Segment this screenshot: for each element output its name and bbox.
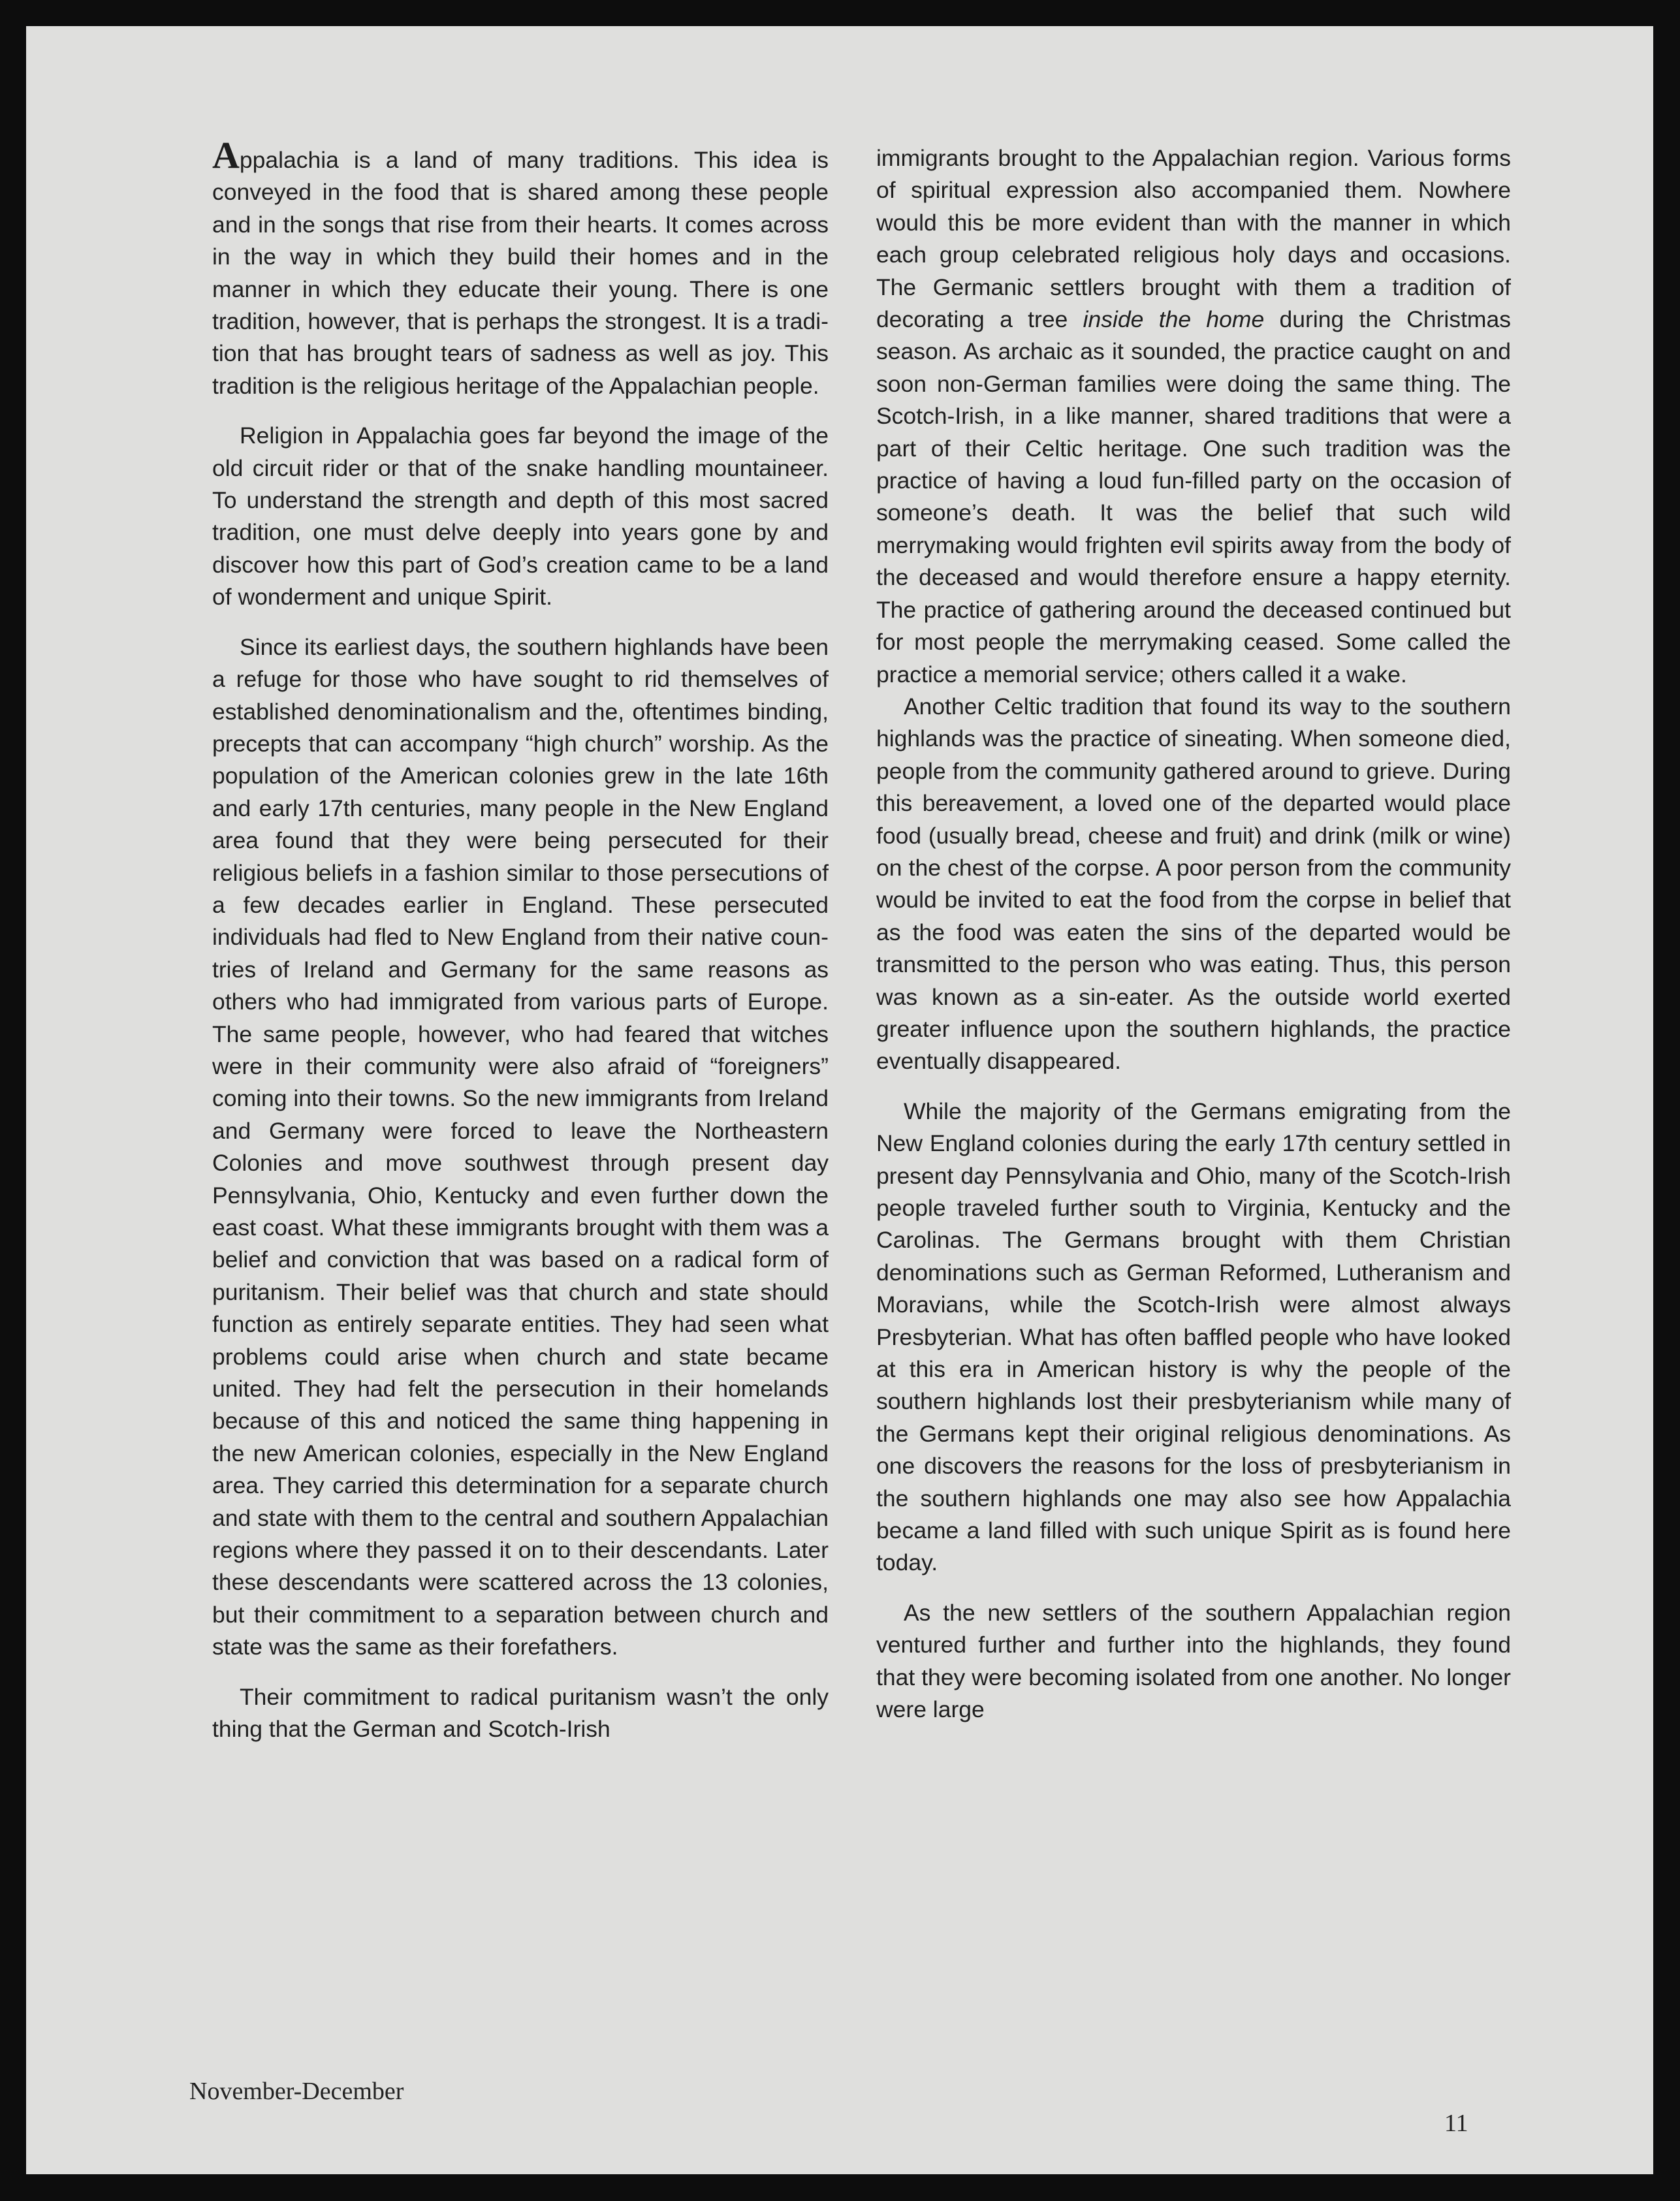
paragraph-religion: Religion in Appalachia goes far beyond the image of the old circuit rider or that of the snake handling mountaineer. To understand the strength and depth of this most sacred tradition, one must delve deeply into years gone by and discover how this part of God’s creation came to be a land of wonderment and unique Spirit. xyxy=(212,422,829,610)
issue-label: November-December xyxy=(189,2078,404,2105)
paragraph-text-part2: during the Christmas season. As archaic as it sounded, the practice caught on and soon non-German families were doing the same thing. The Scotch-Irish, in a like manner, shared traditions that were a part of their Celtic heritage. One such tradition was the practice of having a loud fun-filled party on the occasion of someone’s death. It was the belief that such wild merrymaking would frighten evil spirits away from the body of the deceased and would therefore ensure a happy eternity. The practice of gathering around the deceased continued but for most people the merrymaking ceased. Some called the practice a memorial service; others called it a wake. xyxy=(876,306,1511,688)
paragraph-sin-eating: Another Celtic tradition that found its way to the southern highlands was the practice of sineating. When someone died, people from the community gathered around to grieve. During this bereavement, a loved one of the departed would place food (usually bread, cheese and fruit) and drink (milk or wine) on the chest of the corpse. A poor person from the community would be invited to eat the food from the corpse in belief that as the food was eaten the sins of the departed would be transmitted to the person who was eating. Thus, this person was known as a sin-eater. As the outside world exerted greater influence upon the southern highlands, the practice eventually disappeared. xyxy=(876,693,1511,1075)
paragraph-text-part1: immigrants brought to the Appalachian region. Various forms of spiritual expression also accompanied them. Nowhere would this be more evident than with the manner in which each group celebrated religious holy days and occasions. The Germanic settlers brought with them a tradition of decorating a tree xyxy=(876,145,1511,333)
paragraph-text: ppalachia is a land of many traditions. This idea is conveyed in the food that is shared among these people and in the songs that rise from their hearts. It comes across in the way in which they build their homes and in the manner in which they educate their young. There is one tradition, however, that is perhaps the strongest. It is a tradition that has brought tears of sadness as well as joy. This tradition is the religious heritage of the Appalachian people. xyxy=(212,147,829,399)
left-column xyxy=(212,134,829,1746)
paragraph-spiritual-expression xyxy=(876,142,1511,691)
paragraph-new-settlers: As the new settlers of the southern Appalachian region ventured further and further into the highlands, they found that they were becoming isolated from one another. No longer were large xyxy=(876,1599,1511,1723)
paragraph-intro xyxy=(212,134,829,402)
paragraph-refuge: Since its earliest days, the southern highlands have been a refuge for those who have sought to rid themselves of established denominationalism and the, oftentimes binding, precepts that can accompany “high church” worship. As the population of the American colonies grew in the late 16th and early 17th centuries, many people in the New England area found that they were being persecuted for their religious beliefs in a fashion similar to those persecutions of a few decades earlier in England. These persecuted individuals had fled to New England from their native countries of Ireland and Germany for the same reasons as others who had immigrated from various parts of Europe. The same people, however, who had feared that witches were in their community were also afraid of “foreigners” coming into their towns. So the new immigrants from Ireland and Germany were forced to leave the Northeastern Colonies and move southwest through present day Pennsylvania, Ohio, Kentucky and even further down the east coast. What these immigrants brought with them was a belief and conviction that was based on a radical form of puritanism. Their belief was that church and state should function as entirely separate entities. They had seen what problems could arise when church and state became united. They had felt the persecution in their homelands because of this and noticed the same thing happening in the new American colonies, especially in the New England area. They carried this determination for a separate church and state with them to the central and southern Appalachian regions where they passed it on to their descendants. Later these descendants were scattered across the 13 colonies, but their commitment to a separation between church and state was the same as their forefathers. xyxy=(212,633,829,1660)
drop-cap: A xyxy=(212,134,240,176)
magazine-page xyxy=(26,26,1653,2174)
page-number: 11 xyxy=(1444,2110,1468,2137)
italic-phrase: inside the home xyxy=(1083,306,1265,333)
paragraph-commitment: Their commitment to radical puritanism wasn’t the only thing that the German and Scotch-Irish xyxy=(212,1683,829,1743)
paragraph-germans-emigrating: While the majority of the Germans emigrating from the New England colonies during the early 17th century settled in present day Pennsylvania and Ohio, many of the Scotch-Irish people traveled further south to Virginia, Kentucky and the Carolinas. The Germans brought with them Christian denominations such as German Reformed, Lutheranism and Moravians, while the Scotch-Irish were almost always Presbyterian. What has often baffled people who have looked at this era in American history is why the people of the southern highlands lost their presbyterianism while many of the Germans kept their original religious denominations. As one discovers the reasons for the loss of presbyterianism in the southern highlands one may also see how Appalachia became a land filled with such unique Spirit as is found here today. xyxy=(876,1098,1511,1576)
right-column xyxy=(876,142,1511,1726)
